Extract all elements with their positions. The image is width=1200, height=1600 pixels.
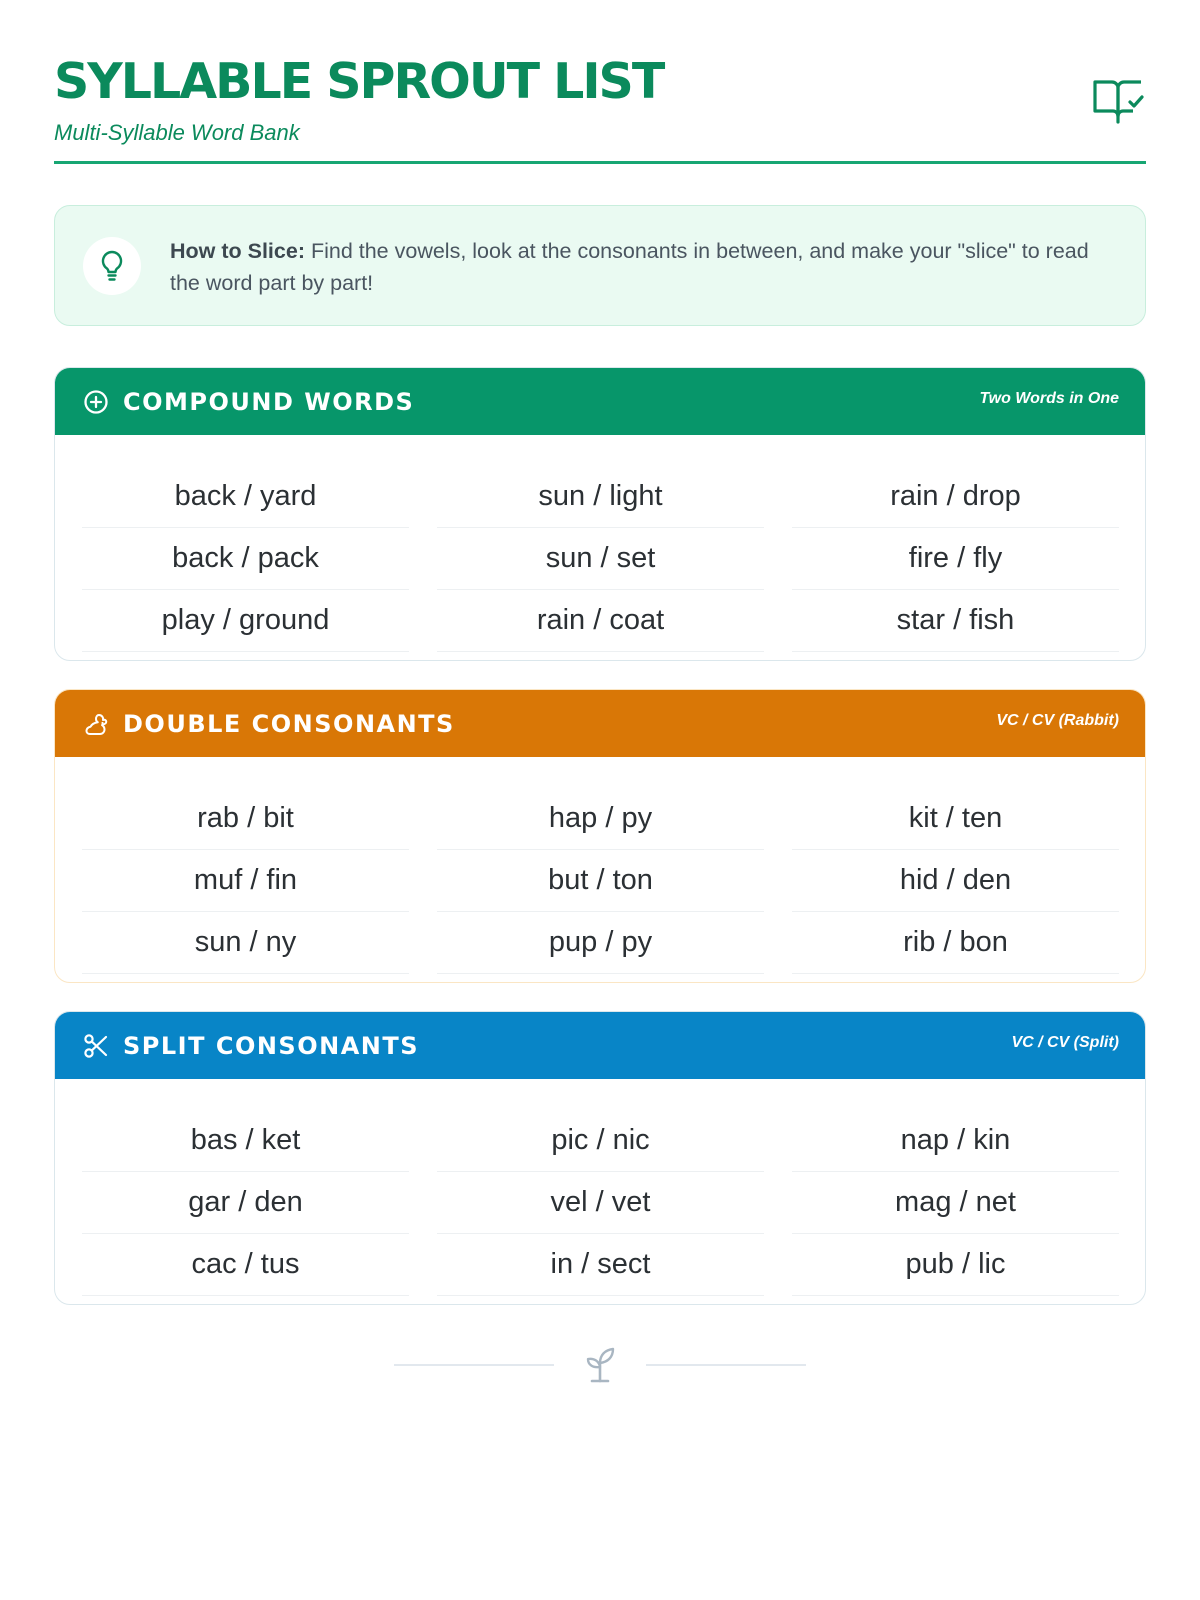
plus-circle-icon [83,389,109,415]
rabbit-icon [83,711,109,737]
tip-icon-circle [83,237,141,295]
scissors-icon [83,1033,109,1059]
word-cell: cac / tus [82,1234,409,1296]
section-header [55,690,1145,757]
word-cell: kit / ten [792,788,1119,850]
footer-ornament [0,1345,1200,1385]
word-grid [82,468,1120,652]
section-tag: Two Words in One [979,390,1119,407]
word-cell: hap / py [437,788,764,850]
word-cell: gar / den [82,1172,409,1234]
word-cell: mag / net [792,1172,1119,1234]
word-cell: sun / light [437,466,764,528]
word-cell: rain / drop [792,466,1119,528]
word-cell: bas / ket [82,1110,409,1172]
tip-body: Find the vowels, look at the consonants in between, and make your "slice" to read the word part by part! [170,239,1089,295]
section-compound-words [54,367,1146,661]
word-cell: back / yard [82,466,409,528]
word-cell: nap / kin [792,1110,1119,1172]
divider-right [646,1364,806,1366]
divider-left [394,1364,554,1366]
word-cell: play / ground [82,590,409,652]
word-cell: rab / bit [82,788,409,850]
section-double-consonants [54,689,1146,983]
word-cell: star / fish [792,590,1119,652]
section-tag: VC / CV (Split) [1011,1034,1119,1051]
word-cell: sun / ny [82,912,409,974]
word-cell: rib / bon [792,912,1119,974]
word-cell: fire / fly [792,528,1119,590]
word-cell: rain / coat [437,590,764,652]
sprout-icon [583,1345,617,1383]
section-header [55,1012,1145,1079]
word-cell: vel / vet [437,1172,764,1234]
tip-box [54,205,1146,326]
section-header [55,368,1145,435]
page-title: SYLLABLE SPROUT LIST [54,53,664,110]
word-grid [82,790,1120,974]
word-cell: sun / set [437,528,764,590]
word-cell: pub / lic [792,1234,1119,1296]
tip-text [170,235,1119,299]
section-title: COMPOUND WORDS [123,387,415,416]
section-title: SPLIT CONSONANTS [123,1031,420,1060]
word-cell: in / sect [437,1234,764,1296]
word-cell: pic / nic [437,1110,764,1172]
word-cell: hid / den [792,850,1119,912]
word-cell: pup / py [437,912,764,974]
word-cell: muf / fin [82,850,409,912]
section-tag: VC / CV (Rabbit) [996,712,1119,729]
book-check-icon [1092,76,1144,124]
page-subtitle: Multi-Syllable Word Bank [54,120,300,145]
word-cell: but / ton [437,850,764,912]
tip-label: How to Slice: [170,239,305,263]
lightbulb-icon [99,250,125,282]
word-grid [82,1112,1120,1296]
section-title: DOUBLE CONSONANTS [123,709,455,738]
section-split-consonants [54,1011,1146,1305]
word-cell: back / pack [82,528,409,590]
header [54,0,1146,164]
